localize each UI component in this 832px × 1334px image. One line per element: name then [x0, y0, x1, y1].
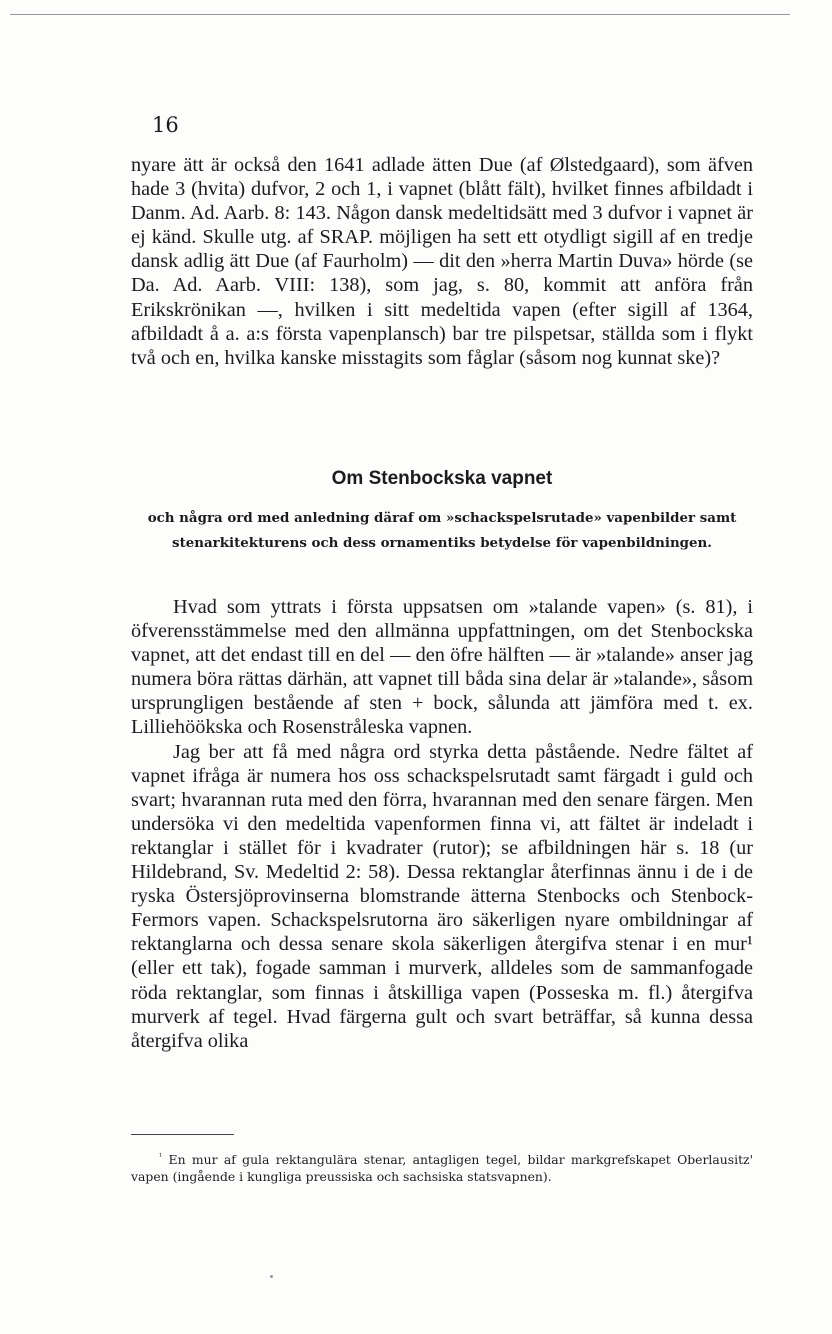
footnote-text: En mur af gula rektangulära stenar, antagligen tegel, bildar markgrefskapet Oberlausitz' vapen (ingående i kungliga preussiska och sachsiska statsvapnen). — [131, 1152, 753, 1185]
top-rule — [10, 14, 790, 15]
footnote-rule — [131, 1134, 234, 1135]
paper-speck — [270, 1275, 273, 1278]
section-subheading: och några ord med anledning däraf om »schackspelsrutade» vapenbilder samt stenarkitekturens och dess ornamentiks betydelse för vapenbildningen. — [147, 510, 737, 551]
intro-text — [131, 153, 753, 370]
footnote — [131, 1148, 753, 1185]
section-heading: Om Stenbockska vapnet — [331, 468, 553, 489]
footnote-marker: ¹ — [159, 1152, 163, 1161]
page-number: 16 — [152, 113, 179, 137]
body-paragraph: Hvad som yttrats i första uppsatsen om »talande vapen» (s. 81), i öfverensstämmelse med den allmänna uppfattningen, om det Stenbockska vapnet, att det endast till en del — den öfre hälften — är »talande» anser jag numera böra rättas därhän, att vapnet till båda sina delar är »talande», såsom ursprungligen bestående af sten + bock, sålunda att jämföra med t. ex. Lilliehöökska och Rosenstråleska vapnen. — [131, 596, 753, 739]
body-text — [131, 595, 753, 1053]
intro-paragraph: nyare ätt är också den 1641 adlade ätten Due (af Ølstedgaard), som äfven hade 3 (hvita) dufvor, 2 och 1, i vapnet (blått fält), hvilket finnes afbildadt i Danm. Ad. Aarb. 8: 143. Någon dansk medeltidsätt med 3 dufvor i vapnet är ej känd. Skulle utg. af SRAP. möjligen ha sett ett otydligt sigill af en tredje dansk adlig ätt Due (af Faurholm) — dit den »herra Martin Duva» hörde (se Da. Ad. Aarb. VIII: 138), som jag, s. 80, kommit att anföra från Erikskrönikan —, hvilken i sitt medeltida vapen (efter sigill af 1364, afbildadt å a. a:s första vapenplansch) bar tre pilspetsar, ställda som i flykt två och en, hvilka kanske misstagits som fåglar (såsom nog kunnat ske)? — [131, 154, 753, 369]
body-paragraph: Jag ber att få med några ord styrka detta påstående. Nedre fältet af vapnet ifråga är numera hos oss schackspelsrutadt samt färgadt i guld och svart; hvarannan ruta med den förra, hvarannan med den senare färgen. Men undersöka vi den medeltida vapenformen finna vi, att fältet är indeladt i rektanglar i stället för i kvadrater (rutor); se afbildningen här s. 18 (ur Hildebrand, Sv. Medeltid 2: 58). Dessa rektanglar återfinnas ännu i de i de ryska Östersjöprovinserna blomstrande ätterna Stenbocks och Stenbock-Fermors vapen. Schackspelsrutorna äro säkerligen nyare ombildningar af rektanglarna och dessa senare skola säkerligen återgifva stenar i en mur¹ (eller ett tak), fogade samman i murverk, alldeles som de sammanfogade röda rektanglar, som finnas i åtskilliga vapen (Posseska m. fl.) återgifva murverk af tegel. Hvad färgerna gult och svart beträffar, så kunna dessa återgifva olika — [131, 740, 753, 1052]
